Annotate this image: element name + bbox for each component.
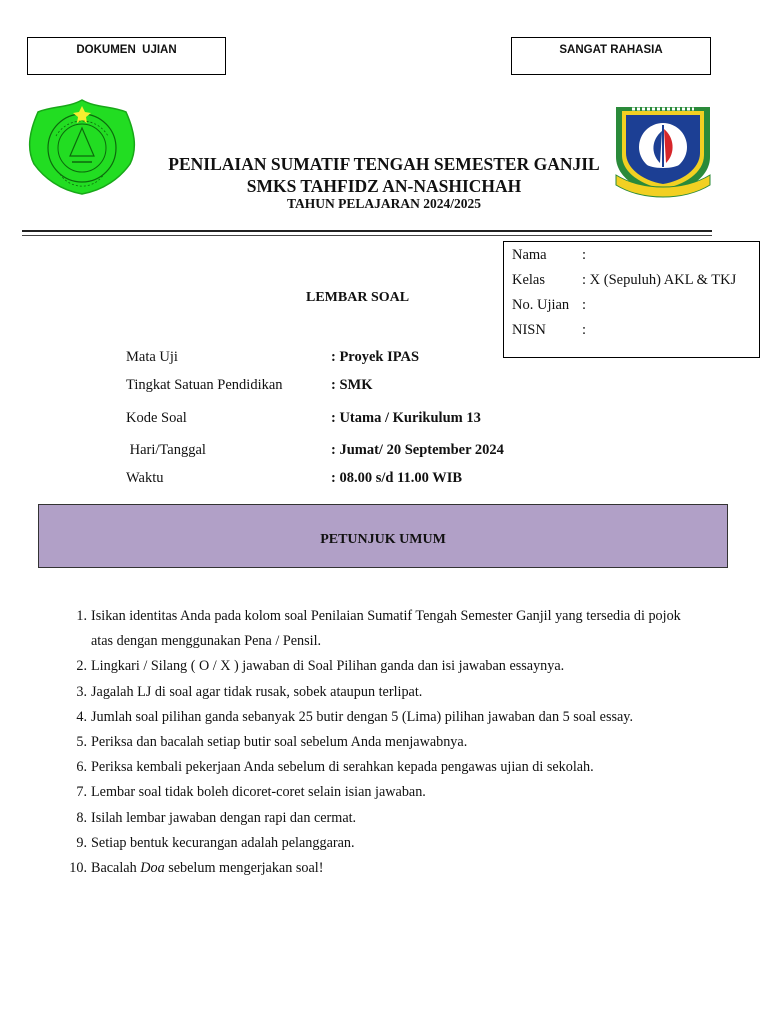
list-item [69, 856, 691, 881]
exam-info-label: Waktu [126, 470, 164, 486]
list-item-text: Periksa dan bacalah setiap butir soal sebelum Anda menjawabnya. [91, 734, 468, 751]
instructions-heading-band [38, 504, 728, 568]
identity-value: : X (Sepuluh) AKL & TKJ [582, 272, 737, 288]
header-divider-thin [22, 235, 712, 236]
exam-info-value: : Proyek IPAS [331, 349, 420, 365]
list-item [76, 730, 691, 755]
list-item-number: 10. [69, 860, 87, 877]
exam-info-value: : SMK [331, 377, 373, 393]
confidentiality-box [511, 37, 711, 75]
header-divider [22, 230, 712, 232]
instructions-heading: PETUNJUK UMUM [320, 532, 446, 547]
list-item-number: 9. [76, 834, 87, 851]
instructions-list [69, 604, 691, 881]
identity-label: No. Ujian [512, 297, 570, 313]
list-item-number: 2. [76, 658, 87, 675]
identity-value: : [582, 247, 587, 263]
sheet-title: LEMBAR SOAL [306, 290, 410, 305]
list-item-number: 4. [76, 708, 87, 725]
identity-row-nama [512, 247, 586, 264]
list-item [76, 604, 691, 654]
identity-value: : [582, 297, 587, 313]
list-item-text: Jumlah soal pilihan ganda sebanyak 25 butir dengan 5 (Lima) pilihan jawaban dan 5 soal essay. [91, 708, 633, 725]
exam-info-label: Mata Uji [126, 349, 178, 365]
list-item-text: Periksa kembali pekerjaan Anda sebelum di serahkan kepada pengawas ujian di sekolah. [91, 759, 594, 776]
list-item-text-suffix: sebelum mengerjakan soal! [164, 860, 324, 877]
list-item-number: 1. [76, 608, 87, 624]
list-item-text: Jagalah LJ di soal agar tidak rusak, sobek ataupun terlipat. [91, 683, 423, 700]
school-name: SMKS TAHFIDZ AN-NASHICHAH [246, 176, 522, 196]
confidentiality-label: SANGAT RAHASIA [559, 44, 663, 56]
list-item-number: 3. [76, 683, 87, 700]
exam-info-value: : Jumat/ 20 September 2024 [331, 442, 504, 458]
list-item-number: 7. [76, 784, 87, 801]
exam-info-label: Hari/Tanggal [126, 442, 206, 458]
document-type-box [27, 37, 226, 75]
list-item-text: Isikan identitas Anda pada kolom soal Penilaian Sumatif Tengah Semester Ganjil yang tersedia di pojok atas dengan menggunakan Pena / Pensil. [91, 608, 681, 650]
identity-row-nisn [512, 322, 586, 339]
exam-title: PENILAIAN SUMATIF TENGAH SEMESTER GANJIL [168, 154, 600, 174]
list-item-emphasis: Doa [140, 860, 165, 877]
list-item-number: 6. [76, 759, 87, 776]
identity-value: : [582, 322, 587, 338]
identity-row-kelas [512, 272, 736, 289]
list-item [76, 705, 691, 730]
list-item [76, 806, 691, 831]
student-identity-box [503, 241, 760, 358]
document-type-label: DOKUMEN UJIAN [76, 44, 177, 56]
list-item-text: Lembar soal tidak boleh dicoret-coret selain isian jawaban. [91, 784, 426, 801]
list-item-text: Lingkari / Silang ( O / X ) jawaban di Soal Pilihan ganda dan isi jawaban essaynya. [91, 658, 565, 675]
list-item [76, 680, 691, 705]
list-item-text: Isilah lembar jawaban dengan rapi dan cermat. [91, 809, 357, 826]
identity-label: NISN [512, 322, 546, 338]
exam-info-value: : 08.00 s/d 11.00 WIB [331, 470, 463, 486]
list-item [76, 831, 691, 856]
exam-info-value: : Utama / Kurikulum 13 [331, 410, 481, 426]
exam-info-label: Tingkat Satuan Pendidikan [126, 377, 283, 393]
identity-label: Kelas [512, 272, 546, 288]
list-item [76, 755, 691, 780]
list-item-number: 8. [76, 809, 87, 826]
list-item-number: 5. [76, 734, 87, 751]
list-item [76, 654, 691, 679]
list-item-text-prefix: Bacalah [91, 860, 141, 877]
list-item [76, 780, 691, 805]
identity-row-no-ujian [512, 297, 586, 314]
list-item-text: Setiap bentuk kecurangan adalah pelanggaran. [91, 834, 355, 851]
identity-label: Nama [512, 247, 547, 263]
academic-year: TAHUN PELAJARAN 2024/2025 [286, 196, 481, 211]
exam-info-label: Kode Soal [126, 410, 187, 426]
